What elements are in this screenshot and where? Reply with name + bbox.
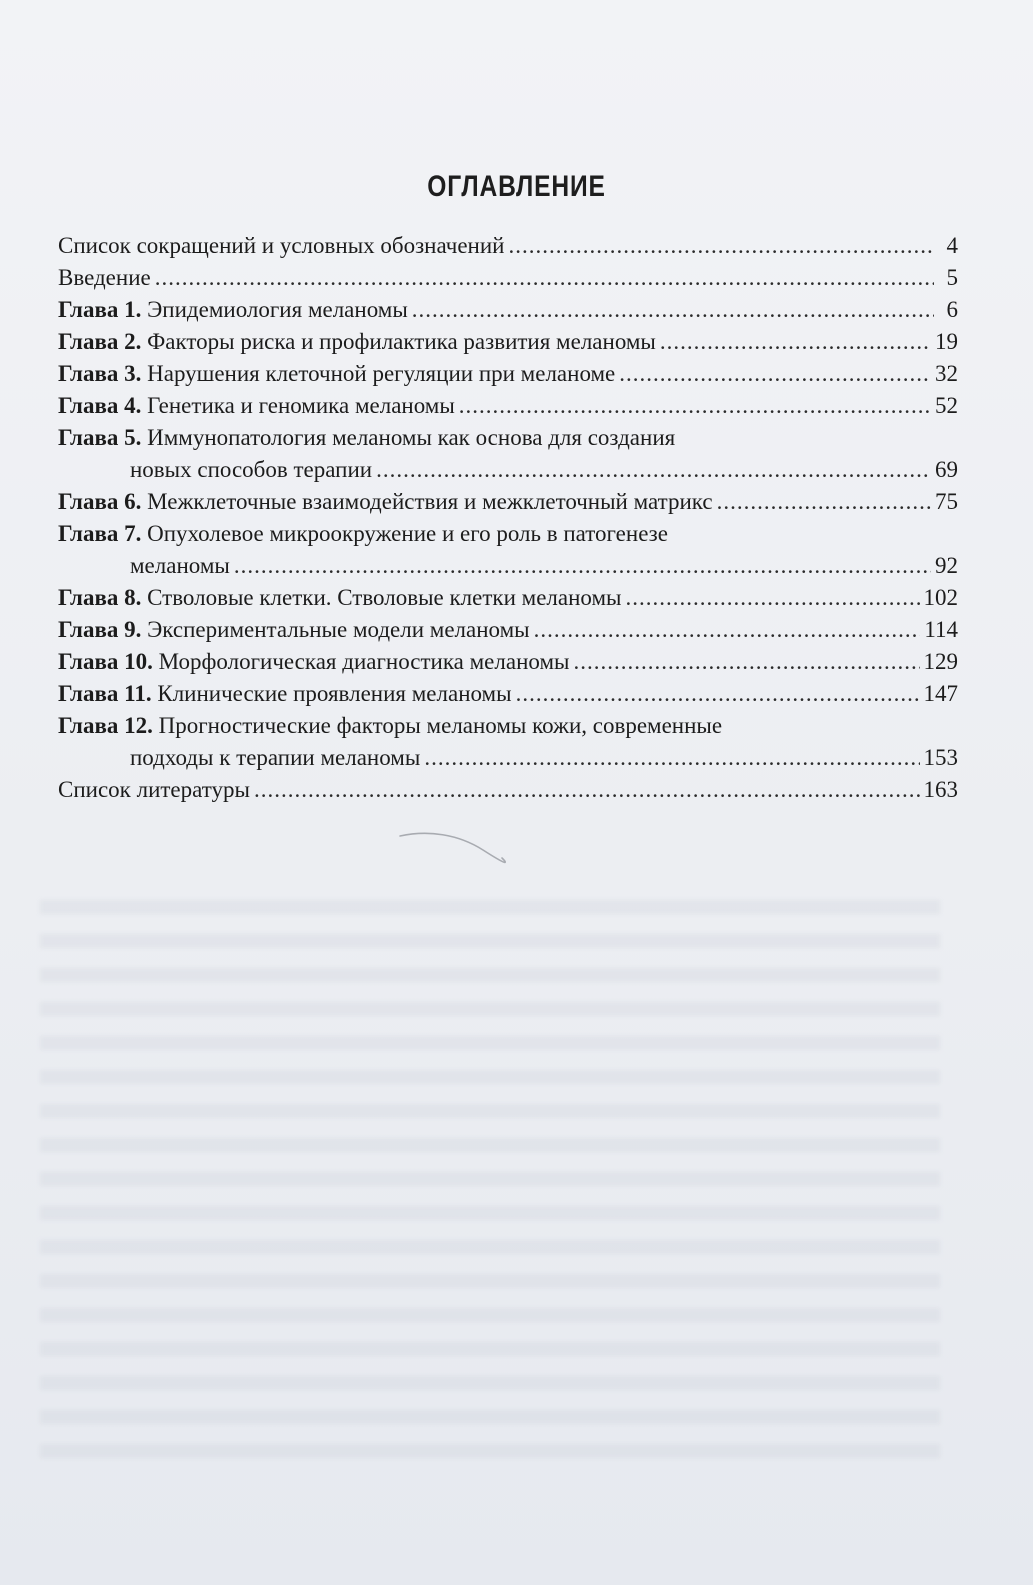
dot-leader	[660, 326, 931, 358]
chapter-label: Глава 4.	[58, 393, 142, 418]
toc-entry-text: Опухолевое микроокружение и его роль в патогенезе	[147, 521, 668, 546]
toc-entry-text: Межклеточные взаимодействия и межклеточный матрикс	[147, 489, 713, 514]
dot-leader	[573, 646, 919, 678]
chapter-label: Глава 7.	[58, 521, 142, 546]
toc-entry-text: Введение	[58, 265, 151, 290]
dot-leader	[625, 582, 919, 614]
chapter-label: Глава 8.	[58, 585, 142, 610]
toc-entry-chapter-10	[58, 646, 958, 678]
toc-page-number: 32	[935, 361, 958, 386]
dot-leader	[412, 294, 934, 326]
show-through-text	[40, 900, 940, 1460]
page-title: ОГЛАВЛЕНИЕ	[427, 170, 606, 203]
chapter-label: Глава 10.	[58, 649, 153, 674]
toc-page-number: 5	[946, 265, 958, 290]
toc-entry-text: Иммунопатология меланомы как основа для создания	[147, 425, 676, 450]
toc-entry-references	[58, 774, 958, 806]
toc-page-number: 102	[923, 585, 958, 610]
dot-leader	[459, 390, 931, 422]
toc-page-number: 19	[935, 329, 958, 354]
dot-leader	[376, 454, 931, 486]
toc-page-number: 163	[923, 777, 958, 802]
toc-page-number: 129	[923, 649, 958, 674]
toc-entry-chapter-9	[58, 614, 958, 646]
toc-entry-chapter-7	[58, 518, 958, 582]
toc-entry-text: Прогностические факторы меланомы кожи, современные	[158, 713, 723, 738]
chapter-label: Глава 5.	[58, 425, 142, 450]
toc-entry-text: Список сокращений и условных обозначений	[58, 233, 505, 258]
toc-page-number: 4	[946, 233, 958, 258]
toc-page-number: 114	[924, 617, 958, 642]
toc-entry-text: Стволовые клетки. Стволовые клетки меланомы	[147, 585, 622, 610]
chapter-label: Глава 11.	[58, 681, 152, 706]
toc-entry-chapter-3	[58, 358, 958, 390]
toc-entry-chapter-12	[58, 710, 958, 774]
toc-page-number: 6	[946, 297, 958, 322]
toc-entry-text-continued: новых способов терапии	[130, 457, 373, 482]
toc-entry-chapter-8	[58, 582, 958, 614]
dot-leader	[508, 230, 934, 262]
table-of-contents	[58, 230, 958, 806]
toc-entry-introduction	[58, 262, 958, 294]
dot-leader	[717, 486, 931, 518]
toc-page-number: 69	[935, 457, 958, 482]
toc-entry-text: Список литературы	[58, 777, 250, 802]
toc-entry-text: Генетика и геномика меланомы	[147, 393, 455, 418]
dot-leader	[254, 774, 920, 806]
toc-entry-chapter-1	[58, 294, 958, 326]
chapter-label: Глава 2.	[58, 329, 142, 354]
toc-entry-abbreviations	[58, 230, 958, 262]
toc-entry-text: Эпидемиология меланомы	[147, 297, 408, 322]
dot-leader	[534, 614, 921, 646]
toc-page-number: 52	[935, 393, 958, 418]
toc-page-number: 147	[923, 681, 958, 706]
chapter-label: Глава 3.	[58, 361, 142, 386]
toc-page-number: 153	[923, 745, 958, 770]
toc-entry-text: Клинические проявления меланомы	[157, 681, 512, 706]
toc-entry-text: Факторы риска и профилактика развития меланомы	[147, 329, 656, 354]
dot-leader	[424, 742, 919, 774]
toc-entry-text: Экспериментальные модели меланомы	[147, 617, 530, 642]
toc-entry-chapter-6	[58, 486, 958, 518]
toc-page-number: 75	[935, 489, 958, 514]
dot-leader	[155, 262, 934, 294]
toc-entry-chapter-5	[58, 422, 958, 486]
toc-entry-chapter-4	[58, 390, 958, 422]
chapter-label: Глава 9.	[58, 617, 142, 642]
chapter-label: Глава 6.	[58, 489, 142, 514]
dot-leader	[516, 678, 920, 710]
toc-page-number: 92	[935, 553, 958, 578]
dot-leader	[234, 550, 931, 582]
toc-entry-text-continued: подходы к терапии меланомы	[130, 745, 421, 770]
toc-entry-chapter-2	[58, 326, 958, 358]
toc-entry-text-continued: меланомы	[130, 553, 230, 578]
pencil-mark	[398, 828, 518, 868]
chapter-label: Глава 12.	[58, 713, 153, 738]
chapter-label: Глава 1.	[58, 297, 142, 322]
toc-entry-text: Нарушения клеточной регуляции при меланоме	[147, 361, 616, 386]
dot-leader	[619, 358, 931, 390]
toc-entry-chapter-11	[58, 678, 958, 710]
toc-entry-text: Морфологическая диагностика меланомы	[158, 649, 570, 674]
